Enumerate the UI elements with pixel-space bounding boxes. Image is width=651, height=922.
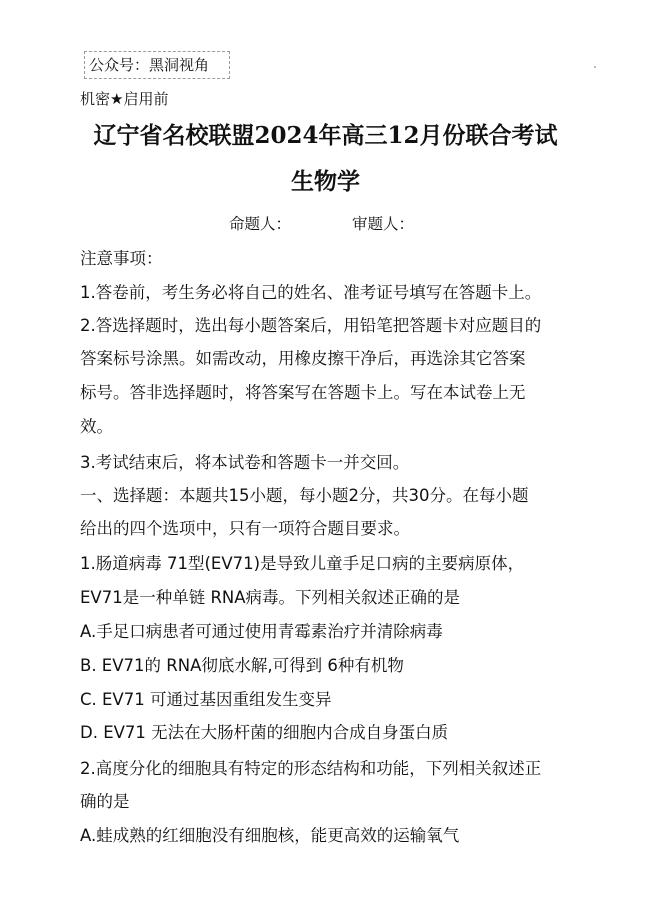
- question-setter-label: 命题人：: [229, 215, 292, 233]
- note-line: 2.答选择题时，选出每小题答案后，用铅笔把答题卡对应题目的: [80, 316, 542, 335]
- section-heading: 一、选择题：本题共15小题，每小题2分，共30分。在每小题: [80, 486, 529, 505]
- confidential-label: 机密★启用前: [80, 90, 169, 108]
- section-instruction: 给出的四个选项中，只有一项符合题目要求。: [80, 519, 410, 538]
- note-line: 标号。答非选择题时，将答案写在答题卡上。写在本试卷上无: [80, 383, 526, 402]
- notes-heading: 注意事项：: [80, 249, 163, 268]
- option-line: D. EV71 无法在大肠杆菌的细胞内合成自身蛋白质: [80, 723, 449, 742]
- option-line: A.蛙成熟的红细胞没有细胞核，能更高效的运输氧气: [80, 826, 460, 845]
- question-line: 1.肠道病毒 71型(EV71)是导致儿童手足口病的主要病原体，: [80, 554, 525, 573]
- question-line: 确的是: [80, 792, 130, 811]
- exam-subject: 生物学: [291, 168, 360, 195]
- reviewer-label: 审题人：: [352, 215, 415, 233]
- note-line: 答案标号涂黑。如需改动，用橡皮擦干净后，再选涂其它答案: [80, 349, 526, 368]
- option-line: B. EV71的 RNA彻底水解,可得到 6种有机物: [80, 656, 404, 675]
- note-line: 3.考试结束后，将本试卷和答题卡一并交回。: [80, 453, 410, 472]
- question-line: 2.高度分化的细胞具有特定的形态结构和功能，下列相关叙述正: [80, 759, 542, 778]
- note-line: 效。: [80, 417, 113, 436]
- option-line: C. EV71 可通过基因重组发生变异: [80, 690, 332, 709]
- exam-title: 辽宁省名校联盟2024年高三12月份联合考试: [93, 122, 558, 149]
- note-line: 1.答卷前，考生务必将自己的姓名、准考证号填写在答题卡上。: [80, 283, 542, 302]
- wechat-account-box: [84, 51, 230, 79]
- question-line: EV71是一种单链 RNA病毒。下列相关叙述正确的是: [80, 588, 461, 607]
- scan-dot: [594, 66, 596, 68]
- option-line: A.手足口病患者可通过使用青霉素治疗并清除病毒: [80, 622, 443, 641]
- wechat-account-text: 公众号：黑洞视角: [89, 56, 210, 74]
